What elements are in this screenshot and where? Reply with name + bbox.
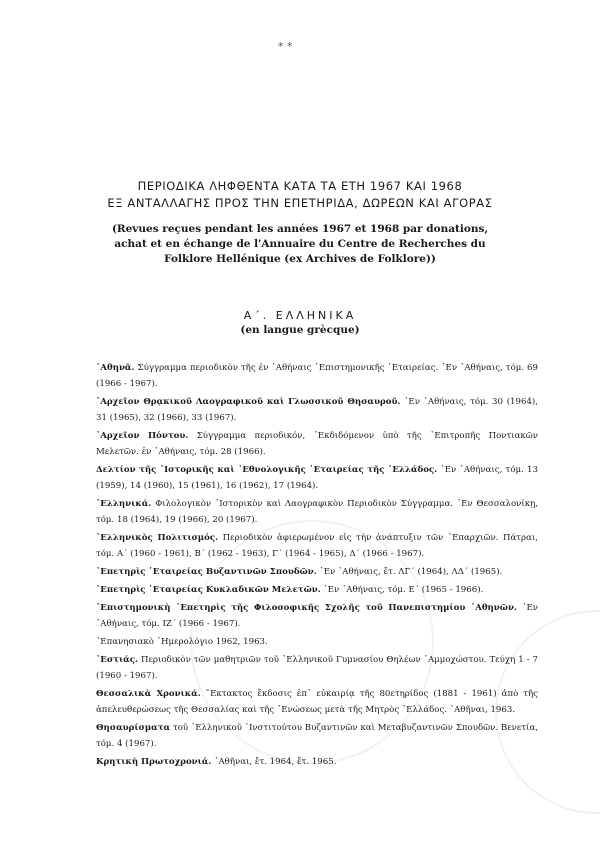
list-item xyxy=(96,462,538,494)
list-item xyxy=(96,582,538,598)
periodical-details: Σύγγραμμα περιοδικὸν τῆς ἐν ᾿Αθήναις ᾿Επιστημονικῆς ᾿Εταιρείας. ᾿Εν ᾿Αθήναις, τόμ. 69 (1966 - 1967). xyxy=(96,363,538,389)
list-item xyxy=(96,360,538,392)
periodical-details: Περιοδικὸν τῶν μαθητριῶν τοῦ ῾Ελληνικοῦ Γυμνασίου Θηλέων ᾿Αμμοχώστου. Τεύχη 1 - 7 (1960 - 1967). xyxy=(96,655,538,681)
periodical-name: ᾿Επετηρὶς ῾Εταιρείας Βυζαντινῶν Σπουδῶν. xyxy=(96,567,317,577)
periodical-name: ᾿Επετηρὶς ῾Εταιρείας Κυκλαδικῶν Μελετῶν. xyxy=(96,585,321,595)
list-item xyxy=(96,428,538,460)
periodical-name: ᾿Αθηνᾶ. xyxy=(96,363,135,373)
title-line: ΕΞ ΑΝΤΑΛΛΑΓΗΣ ΠΡΟΣ ΤΗΝ ΕΠΕΤΗΡΙΔΑ, ΔΩΡΕΩΝ ΚΑΙ ΑΓΟΡΑΣ xyxy=(107,196,493,210)
periodical-details: ᾿Εν ᾿Αθήναις, τόμ. ΙΖ΄ (1966 - 1967). xyxy=(96,603,539,629)
page-title xyxy=(60,178,540,212)
list-item xyxy=(96,686,538,718)
list-item xyxy=(96,394,538,426)
periodical-name: ᾿Επιστημονικὴ ᾿Επετηρὶς τῆς Φιλοσοφικῆς Σχολῆς τοῦ Πανεπιστημίου ᾿Αθηνῶν. xyxy=(96,603,517,613)
periodical-details: ᾿Εν ᾿Αθήναις, τόμ. Ε΄ (1965 - 1966). xyxy=(320,585,484,595)
list-item xyxy=(96,634,538,650)
list-item xyxy=(96,720,538,752)
list-item xyxy=(96,564,538,580)
periodical-details: Φιλολογικὸν ᾿Ιστορικὸν καὶ Λαογραφικὸν Περιοδικὸν Σύγγραμμα. ᾿Εν Θεσσαλονίκῃ, τόμ. 18 (1964), 19 (1966), 20 (1967). xyxy=(96,499,538,525)
periodical-name: Δελτίον τῆς ᾿Ιστορικῆς καὶ ᾿Εθνολογικῆς ᾿Εταιρείας τῆς ῾Ελλάδος. xyxy=(96,465,438,475)
periodical-name: ῾Ελληνικὸς Πολιτισμός. xyxy=(96,533,219,543)
periodical-name: ᾿Αρχεῖον Θρᾳκικοῦ Λαογραφικοῦ καὶ Γλωσσικοῦ Θησαυροῦ. xyxy=(96,397,401,407)
section-heading: Α΄. ΕΛΛΗΝΙΚΑ xyxy=(243,309,357,322)
periodical-details: ᾿Εν ᾿Αθήναις, τόμ. 30 (1964), 31 (1965), 32 (1966), 33 (1967). xyxy=(96,397,538,423)
list-item xyxy=(96,600,538,632)
section-header xyxy=(60,308,540,338)
list-item xyxy=(96,496,538,528)
periodical-list xyxy=(96,360,538,772)
top-mark: * * xyxy=(278,40,293,53)
periodical-name: ᾿Αρχεῖον Πόντου. xyxy=(96,431,189,441)
periodical-details: ᾿Εν ᾿Αθήναις, ἔτ. ΛΓ΄ (1964), ΛΔ΄ (1965). xyxy=(316,567,503,577)
periodical-name: ῾Ελληνικά. xyxy=(96,499,152,509)
periodical-details: ᾿Επανησιακὸ ῾Ημερολόγιο 1962, 1963. xyxy=(96,637,268,647)
periodical-details: τοῦ ῾Ελληνικοῦ ᾿Ινστιτούτου Βυζαντινῶν καὶ Μεταβυζαντινῶν Σπουδῶν. Βενετία, τόμ. 4 (1967). xyxy=(96,723,538,749)
periodical-details: Περιοδικὸν ἀφιερωμένον εἰς τὴν ἀνάπτυξιν τῶν ᾿Επαρχιῶν. Πάτραι, τόμ. Α΄ (1960 - 1961), Β΄ (1962 - 1963), Γ΄ (1964 - 1965), Δ΄ (1966 - 1967). xyxy=(96,533,538,559)
list-item xyxy=(96,530,538,562)
list-item xyxy=(96,754,538,770)
periodical-name: Κρητικὴ Πρωτοχρονιά. xyxy=(96,757,212,767)
title-line: ΠΕΡΙΟΔΙΚΑ ΛΗΦΘΕΝΤΑ ΚΑΤΑ ΤΑ ΕΤΗ 1967 ΚΑΙ 1968 xyxy=(137,179,463,193)
periodical-details: ᾿Εν ᾿Αθήναις, τόμ. 13 (1959), 14 (1960), 15 (1961), 16 (1962), 17 (1964). xyxy=(96,465,538,491)
periodical-name: ᾿Εστιάς. xyxy=(96,655,138,665)
page-subtitle xyxy=(78,222,522,267)
subtitle-line: Folklore Hellénique (ex Archives de Folklore)) xyxy=(164,253,436,265)
section-subheading: (en langue grècque) xyxy=(240,324,360,336)
subtitle-line: achat et en échange de l'Annuaire du Centre de Recherches du xyxy=(114,238,486,250)
list-item xyxy=(96,652,538,684)
periodical-details: ῎Εκτακτος ἔκδοσις ἐπ᾿ εὐκαιρίᾳ τῆς 80ετηρίδος (1881 - 1961) ἀπὸ τῆς ἀπελευθερώσεως τῆς Θεσσαλίας καὶ τῆς ῾Ενώσεως μετὰ τῆς Μητρὸς ῾Ελλάδος. ᾿Αθῆναι, 1963. xyxy=(96,689,538,715)
periodical-name: Θησαυρίσματα xyxy=(96,723,171,733)
periodical-details: ᾿Αθῆναι, ἔτ. 1964, ἔτ. 1965. xyxy=(211,757,337,767)
subtitle-line: (Revues reçues pendant les années 1967 et 1968 par donations, xyxy=(111,223,489,235)
periodical-details: Σύγγραμμα περιοδικόν, ᾿Εκδιδόμενον ὑπὸ τῆς ᾿Επιτροπῆς Ποντιακῶν Μελετῶν. ἐν ᾿Αθήναις, τόμ. 28 (1966). xyxy=(96,431,539,457)
periodical-name: Θεσσαλικὰ Χρονικά. xyxy=(96,689,201,699)
